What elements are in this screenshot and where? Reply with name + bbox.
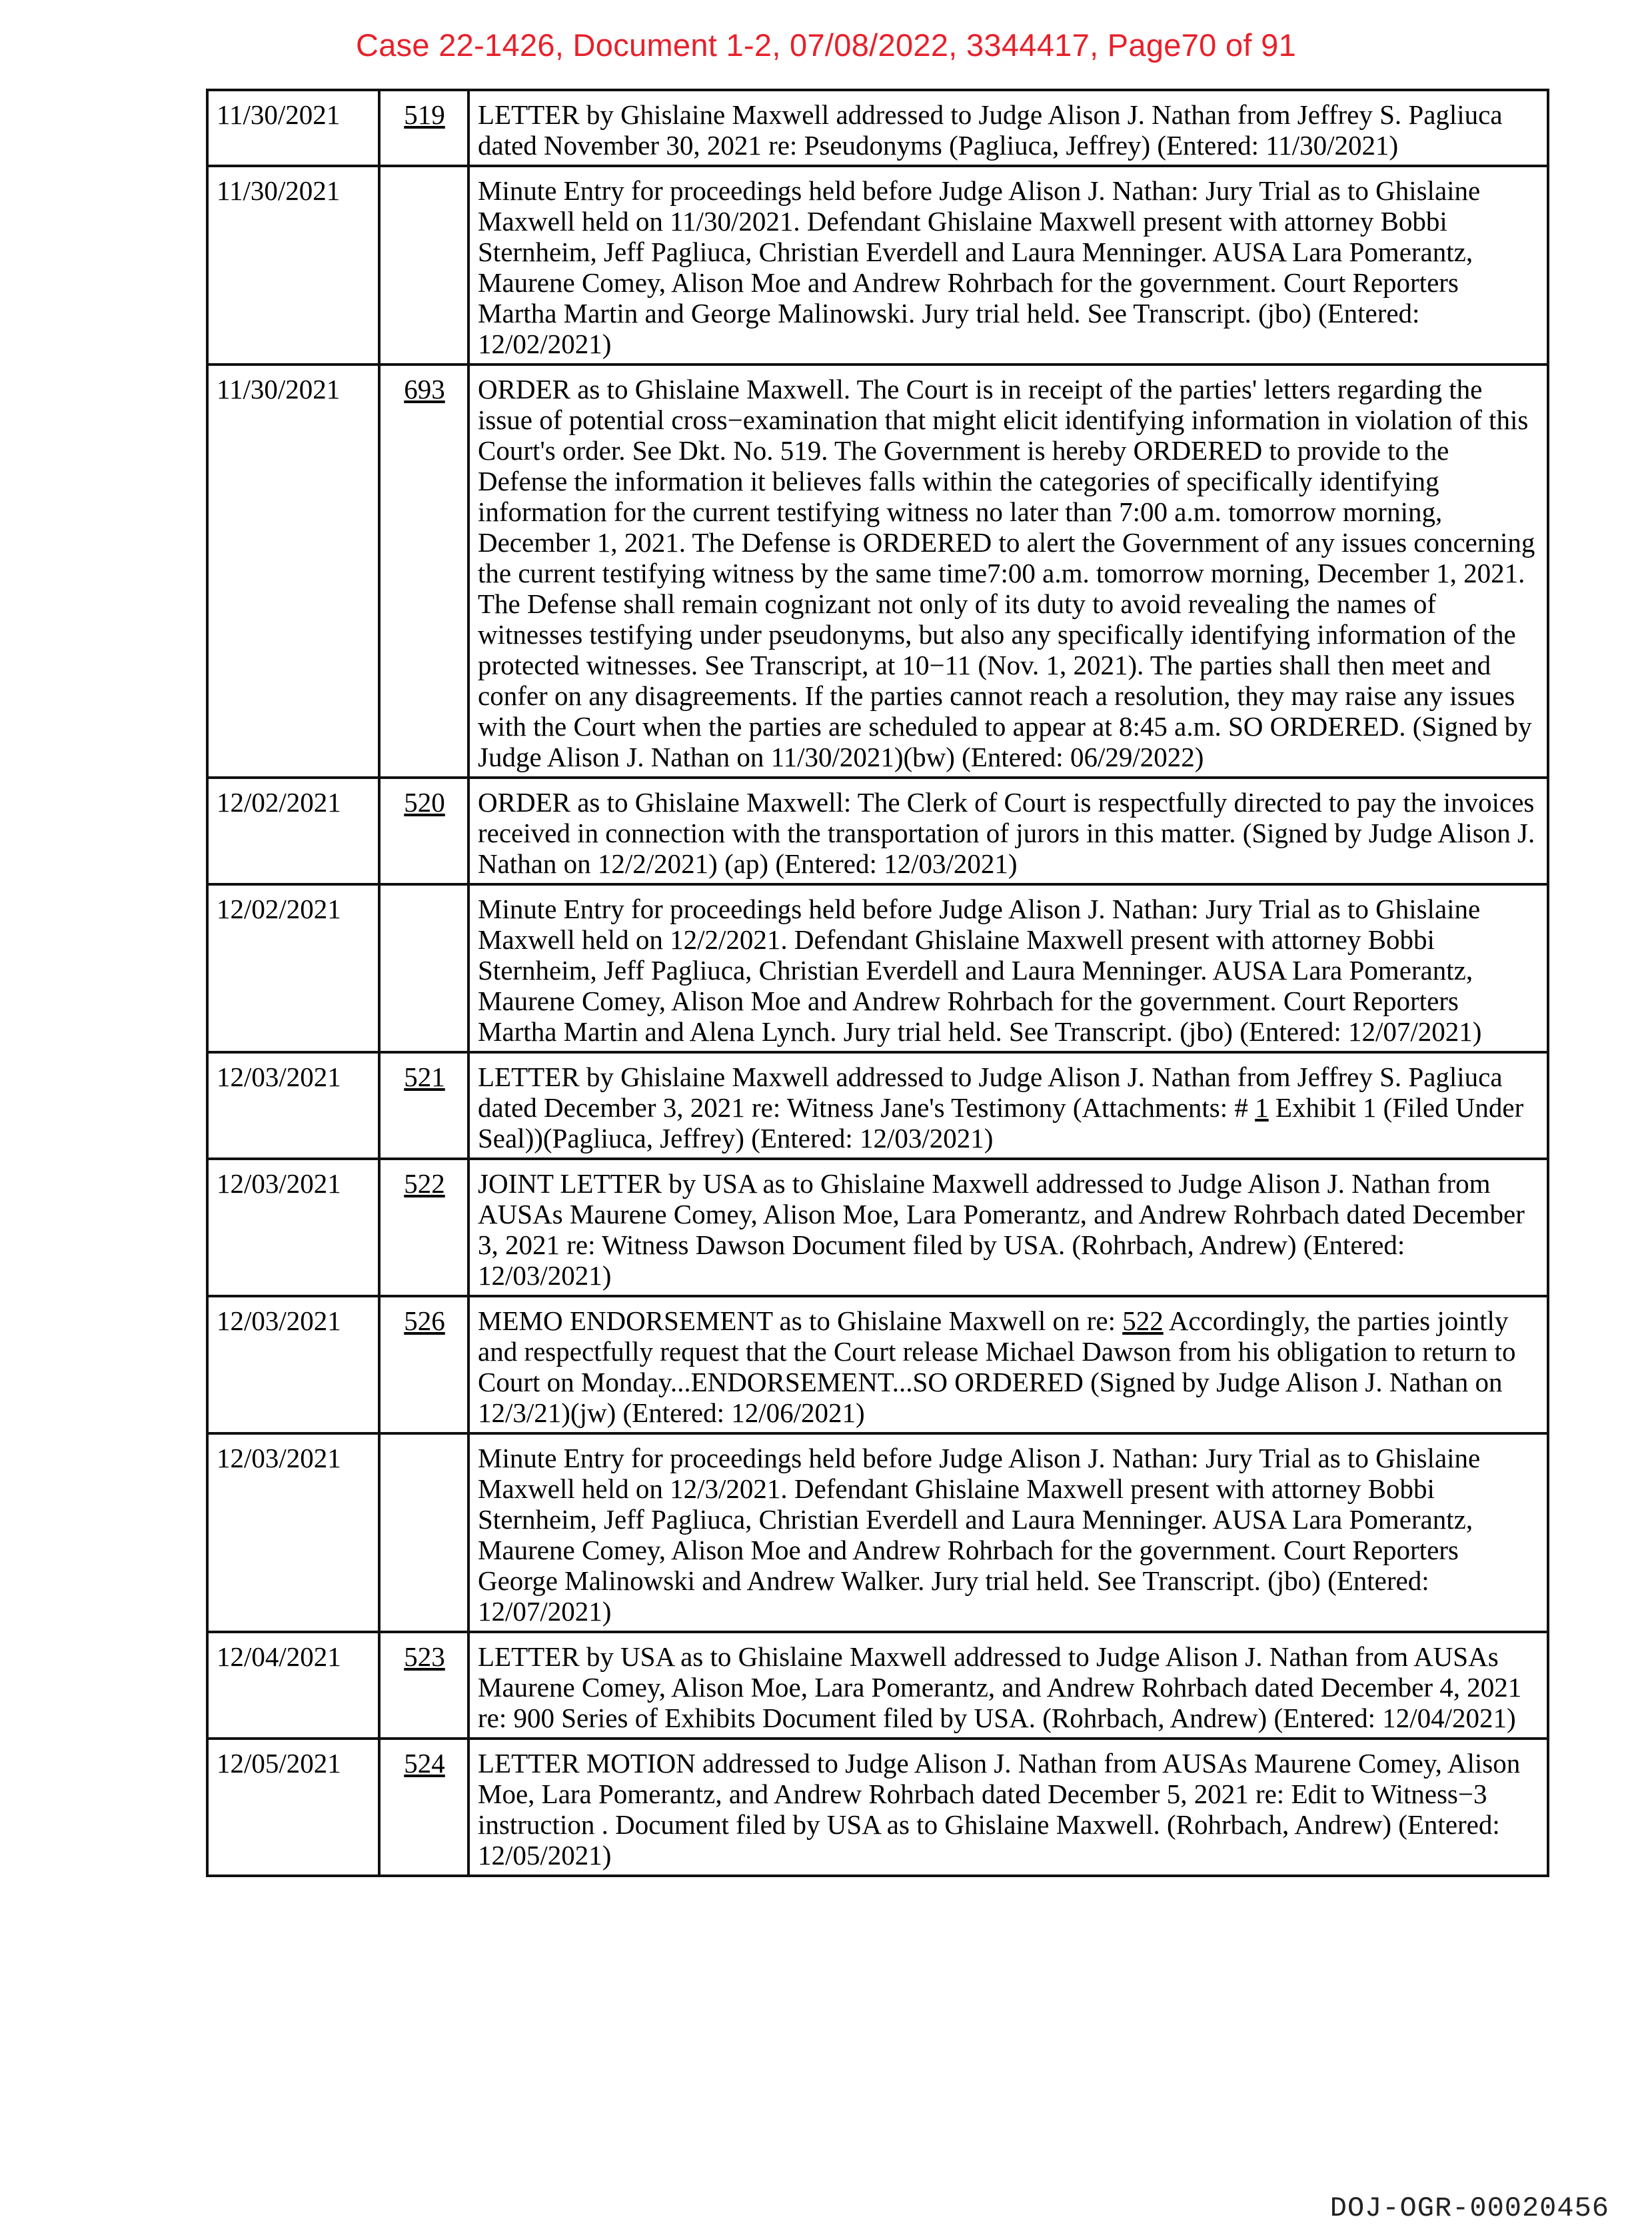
table-row bbox=[207, 166, 1548, 365]
entry-number bbox=[379, 1433, 468, 1632]
entry-text-post: Exhibit 1 (Filed Under Seal))(Pagliuca, Jeffrey) (Entered: 12/03/2021) bbox=[478, 1092, 1524, 1153]
entry-number bbox=[379, 166, 468, 365]
entry-text-post: Accordingly, the parties jointly and respectfully request that the Court release Michael Dawson from his obligation to return to Court on Monday...ENDORSEMENT...SO ORDERED (Signed by Judge Alison J. Nathan on 12/3/21)(jw) (Entered: 12/06/2021) bbox=[478, 1305, 1516, 1428]
entry-number[interactable] bbox=[379, 1052, 468, 1159]
entry-number bbox=[379, 884, 468, 1052]
docket-link[interactable]: 526 bbox=[404, 1305, 445, 1336]
table-row bbox=[207, 778, 1548, 884]
docket-link[interactable]: 524 bbox=[404, 1748, 445, 1779]
entry-text: ORDER as to Ghislaine Maxwell: The Clerk of Court is respectfully directed to pay the invoices received in connection with the transportation of jurors in this matter. (Signed by Judge Alison J. Nathan on 12/2/2021) (ap) (Entered: 12/03/2021) bbox=[468, 778, 1548, 884]
table-row bbox=[207, 365, 1548, 778]
entry-date: 12/02/2021 bbox=[207, 778, 379, 884]
entry-text-pre: MEMO ENDORSEMENT as to Ghislaine Maxwell on re: bbox=[478, 1305, 1123, 1336]
docket-link[interactable]: 523 bbox=[404, 1641, 445, 1672]
docket-link[interactable]: 522 bbox=[404, 1168, 445, 1199]
entry-text bbox=[468, 1296, 1548, 1433]
table-row bbox=[207, 884, 1548, 1052]
table-row bbox=[207, 90, 1548, 166]
entry-number[interactable] bbox=[379, 1296, 468, 1433]
docket-link[interactable]: 693 bbox=[404, 374, 445, 404]
entry-date: 12/05/2021 bbox=[207, 1739, 379, 1876]
attachment-link[interactable]: 1 bbox=[1255, 1092, 1269, 1123]
entry-date: 12/03/2021 bbox=[207, 1296, 379, 1433]
entry-date: 12/03/2021 bbox=[207, 1052, 379, 1159]
entry-text: LETTER by USA as to Ghislaine Maxwell addressed to Judge Alison J. Nathan from AUSAs Maurene Comey, Alison Moe, Lara Pomerantz, and Andrew Rohrbach dated December 4, 2021 re: 900 Series of Exhibits Document filed by USA. (Rohrbach, Andrew) (Entered: 12/04/2021) bbox=[468, 1632, 1548, 1739]
docket-link[interactable]: 519 bbox=[404, 99, 445, 130]
table-row bbox=[207, 1159, 1548, 1296]
entry-text: LETTER MOTION addressed to Judge Alison J. Nathan from AUSAs Maurene Comey, Alison Moe, Lara Pomerantz, and Andrew Rohrbach dated December 5, 2021 re: Edit to Witness−3 instruction . Document filed by USA as to Ghislaine Maxwell. (Rohrbach, Andrew) (Entered: 12/05/2021) bbox=[468, 1739, 1548, 1876]
table-row bbox=[207, 1739, 1548, 1876]
docket-link[interactable]: 521 bbox=[404, 1062, 445, 1092]
entry-date: 12/02/2021 bbox=[207, 884, 379, 1052]
entry-number[interactable] bbox=[379, 1632, 468, 1739]
case-header: Case 22-1426, Document 1-2, 07/08/2022, 3344417, Page70 of 91 bbox=[355, 27, 1297, 63]
entry-date: 12/04/2021 bbox=[207, 1632, 379, 1739]
entry-date: 11/30/2021 bbox=[207, 365, 379, 778]
entry-number[interactable] bbox=[379, 90, 468, 166]
table-row bbox=[207, 1296, 1548, 1433]
entry-text: Minute Entry for proceedings held before Judge Alison J. Nathan: Jury Trial as to Ghislaine Maxwell held on 12/3/2021. Defendant Ghislaine Maxwell present with attorney Bobbi Sternheim, Jeff Pagliuca, Christian Everdell and Laura Menninger. AUSA Lara Pomerantz, Maurene Comey, Alison Moe and Andrew Rohrbach for the government. Court Reporters George Malinowski and Andrew Walker. Jury trial held. See Transcript. (jbo) (Entered: 12/07/2021) bbox=[468, 1433, 1548, 1632]
table-row bbox=[207, 1632, 1548, 1739]
entry-text: JOINT LETTER by USA as to Ghislaine Maxwell addressed to Judge Alison J. Nathan from AUSAs Maurene Comey, Alison Moe, Lara Pomerantz, and Andrew Rohrbach dated December 3, 2021 re: Witness Dawson Document filed by USA. (Rohrbach, Andrew) (Entered: 12/03/2021) bbox=[468, 1159, 1548, 1296]
entry-text: Minute Entry for proceedings held before Judge Alison J. Nathan: Jury Trial as to Ghislaine Maxwell held on 12/2/2021. Defendant Ghislaine Maxwell present with attorney Bobbi Sternheim, Jeff Pagliuca, Christian Everdell and Laura Menninger. AUSA Lara Pomerantz, Maurene Comey, Alison Moe and Andrew Rohrbach for the government. Court Reporters Martha Martin and Alena Lynch. Jury trial held. See Transcript. (jbo) (Entered: 12/07/2021) bbox=[468, 884, 1548, 1052]
table-row bbox=[207, 1052, 1548, 1159]
docket-reference-link[interactable]: 522 bbox=[1122, 1305, 1164, 1336]
entry-date: 12/03/2021 bbox=[207, 1159, 379, 1296]
docket-link[interactable]: 520 bbox=[404, 787, 445, 818]
entry-text bbox=[468, 1052, 1548, 1159]
entry-text: LETTER by Ghislaine Maxwell addressed to Judge Alison J. Nathan from Jeffrey S. Pagliuca dated November 30, 2021 re: Pseudonyms (Pagliuca, Jeffrey) (Entered: 11/30/2021) bbox=[468, 90, 1548, 166]
bates-number: DOJ-OGR-00020456 bbox=[1329, 2192, 1609, 2224]
entry-number[interactable] bbox=[379, 1159, 468, 1296]
entry-date: 12/03/2021 bbox=[207, 1433, 379, 1632]
entry-number[interactable] bbox=[379, 365, 468, 778]
entry-text: ORDER as to Ghislaine Maxwell. The Court is in receipt of the parties' letters regarding the issue of potential cross−examination that might elicit identifying information in violation of this Court's order. See Dkt. No. 519. The Government is hereby ORDERED to provide to the Defense the information it believes falls within the categories of specifically identifying information for the current testifying witness no later than 7:00 a.m. tomorrow morning, December 1, 2021. The Defense is ORDERED to alert the Government of any issues concerning the current testifying witness by the same time7:00 a.m. tomorrow morning, December 1, 2021. The Defense shall remain cognizant not only of its duty to avoid revealing the names of witnesses testifying under pseudonyms, but also any specifically identifying information of the protected witnesses. See Transcript, at 10−11 (Nov. 1, 2021). The parties shall then meet and confer on any disagreements. If the parties cannot reach a resolution, they may raise any issues with the Court when the parties are scheduled to appear at 8:45 a.m. SO ORDERED. (Signed by Judge Alison J. Nathan on 11/30/2021)(bw) (Entered: 06/29/2022) bbox=[468, 365, 1548, 778]
entry-date: 11/30/2021 bbox=[207, 166, 379, 365]
entry-text: Minute Entry for proceedings held before Judge Alison J. Nathan: Jury Trial as to Ghislaine Maxwell held on 11/30/2021. Defendant Ghislaine Maxwell present with attorney Bobbi Sternheim, Jeff Pagliuca, Christian Everdell and Laura Menninger. AUSA Lara Pomerantz, Maurene Comey, Alison Moe and Andrew Rohrbach for the government. Court Reporters Martha Martin and George Malinowski. Jury trial held. See Transcript. (jbo) (Entered: 12/02/2021) bbox=[468, 166, 1548, 365]
entry-number[interactable] bbox=[379, 1739, 468, 1876]
entry-text-pre: LETTER by Ghislaine Maxwell addressed to Judge Alison J. Nathan from Jeffrey S. Pagliuca dated December 3, 2021 re: Witness Jane's Testimony (Attachments: # bbox=[478, 1062, 1503, 1123]
table-row bbox=[207, 1433, 1548, 1632]
entry-date: 11/30/2021 bbox=[207, 90, 379, 166]
docket-table bbox=[206, 89, 1549, 1877]
entry-number[interactable] bbox=[379, 778, 468, 884]
